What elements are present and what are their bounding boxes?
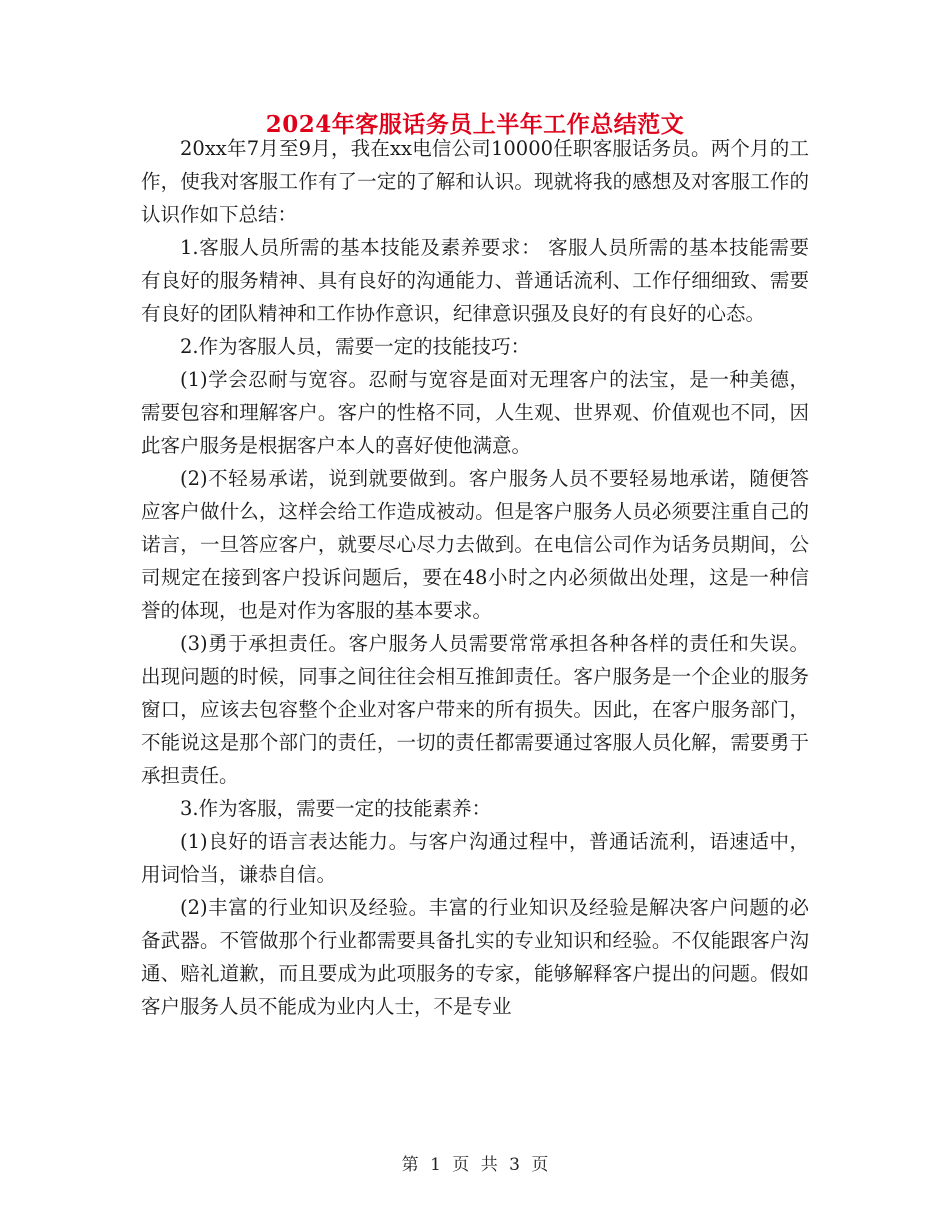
section-2-item-1: (1)学会忍耐与宽容。忍耐与宽容是面对无理客户的法宝，是一种美德，需要包容和理解客户。客户的性格不同，人生观、世界观、价值观也不同，因此客户服务是根据客户本人的喜好使他满意。 [141,368,809,457]
document-title: 2024年客服话务员上半年工作总结范文 [265,111,685,138]
page-number-footer: 第 1 页 共 3 页 [401,1155,549,1175]
intro-paragraph: 20xx年7月至9月，我在xx电信公司10000任职客服话务员。两个月的工作，使我对客服工作有了一定的了解和认识。现就将我的感想及对客服工作的认识作如下总结： [141,137,809,226]
section-2-item-2: (2)不轻易承诺，说到就要做到。客户服务人员不要轻易地承诺，随便答应客户做什么，这样会给工作造成被动。但是客户服务人员必须要注重自己的诺言，一旦答应客户，就要尽心尽力去做到。在电信公司作为话务员期间，公司规定在接到客户投诉问题后，要在48小时之内必须做出处理，这是一种信誉的体现，也是对作为客服的基本要求。 [141,467,809,622]
section-2-item-3: (3)勇于承担责任。客户服务人员需要常常承担各种各样的责任和失误。出现问题的时候，同事之间往往会相互推卸责任。客户服务是一个企业的服务窗口，应该去包容整个企业对客户带来的所有损失。因此，在客户服务部门，不能说这是那个部门的责任，一切的责任都需要通过客服人员化解，需要勇于承担责任。 [141,632,809,787]
section-1-paragraph: 1.客服人员所需的基本技能及素养要求： 客服人员所需的基本技能需要有良好的服务精神、具有良好的沟通能力、普通话流利、工作仔细细致、需要有良好的团队精神和工作协作意识，纪律意识强及良好的有良好的心态。 [141,236,809,325]
section-2-heading: 2.作为客服人员，需要一定的技能技巧： [180,335,531,358]
document-body [141,132,809,1023]
section-3-heading: 3.作为客服，需要一定的技能素养： [180,797,492,820]
section-3-item-2: (2)丰富的行业知识及经验。丰富的行业知识及经验是解决客户问题的必备武器。不管做那个行业都需要具备扎实的专业知识和经验。不仅能跟客户沟通、赔礼道歉，而且要成为此项服务的专家，能够解释客户提出的问题。假如客户服务人员不能成为业内人士，不是专业 [141,896,809,1018]
section-3-item-1: (1)良好的语言表达能力。与客户沟通过程中，普通话流利，语速适中，用词恰当，谦恭自信。 [141,830,809,886]
